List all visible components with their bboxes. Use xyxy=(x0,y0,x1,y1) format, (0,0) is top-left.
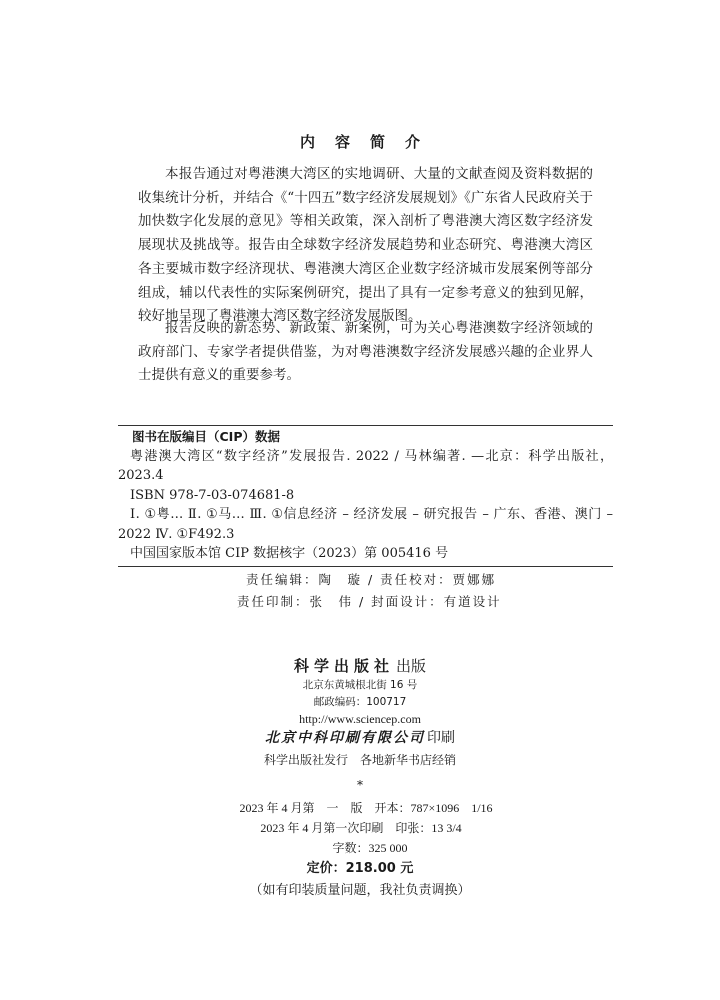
cip-top-rule xyxy=(118,425,613,426)
editors-line-2: 责任印制：张 伟 / 封面设计：有道设计 xyxy=(237,594,502,609)
editors-block xyxy=(0,569,720,613)
distribution: 科学出版社发行 各地新华书店经销 xyxy=(263,753,456,767)
separator-star: * xyxy=(357,778,363,792)
cip-block xyxy=(118,427,613,564)
publisher-name: 科学出版社 xyxy=(293,657,394,675)
publisher-postcode: 邮政编码：100717 xyxy=(313,696,407,708)
cip-record: 粤港澳大湾区“数字经济”发展报告. 2022 / 马林编著. —北京：科学出版社，2023.4 xyxy=(118,448,613,483)
publisher-name-suffix: 出版 xyxy=(396,657,427,675)
cip-isbn: ISBN 978-7-03-074681-8 xyxy=(130,487,295,503)
printer-line xyxy=(0,728,720,749)
printer-name: 北京中科印刷有限公司 xyxy=(265,730,425,746)
publisher-block xyxy=(0,655,720,902)
edition-line-1: 2023 年 4 月第 一 版 开本：787×1096 1/16 xyxy=(239,801,493,815)
publisher-url: http://www.sciencep.com xyxy=(299,712,421,726)
intro-paragraph-2: 报告反映的新态势、新政策、新案例，可为关心粤港澳数字经济领域的政府部门、专家学者提供借鉴，为对粤港澳数字经济发展感兴趣的企业界人士提供有意义的重要参考。 xyxy=(138,320,593,384)
quality-note: （如有印装质量问题，我社负责调换） xyxy=(249,883,471,898)
editors-line-1: 责任编辑：陶 璇 / 责任校对：贾娜娜 xyxy=(246,572,497,587)
cip-verification: 中国国家版本馆 CIP 数据核字（2023）第 005416 号 xyxy=(130,546,449,561)
intro-title: 内容简介 xyxy=(299,133,440,151)
cip-bottom-rule xyxy=(118,566,613,567)
publisher-line xyxy=(0,655,720,677)
printer-suffix: 印刷 xyxy=(427,730,455,746)
cip-subjects: Ⅰ. ①粤… Ⅱ. ①马… Ⅲ. ①信息经济 – 经济发展 – 研究报告 – 广东、香港、澳门 – 2022 Ⅳ. ①F492.3 xyxy=(118,507,613,542)
edition-line-2: 2023 年 4 月第一次印刷 印张：13 3/4 xyxy=(260,821,462,835)
price: 定价：218.00 元 xyxy=(306,861,414,876)
publisher-address: 北京东黄城根北街 16 号 xyxy=(302,679,418,691)
cip-heading: 图书在版编目（CIP）数据 xyxy=(132,429,280,444)
word-count: 字数：325 000 xyxy=(332,841,408,855)
intro-paragraph-1: 本报告通过对粤港澳大湾区的实地调研、大量的文献查阅及资料数据的收集统计分析，并结合《“十四五”数字经济发展规划》《广东省人民政府关于加快数字化发展的意见》等相关政策，深入剖析了粤港澳大湾区数字经济发展现状及挑战等。报告由全球数字经济发展趋势和业态研究、粤港澳大湾区各主要城市数字经济现状、粤港澳大湾区企业数字经济城市发展案例等部分组成，辅以代表性的实际案例研究，提出了具有一定参考意义的独到见解，较好地呈现了粤港澳大湾区数字经济发展版图。 xyxy=(138,166,593,325)
